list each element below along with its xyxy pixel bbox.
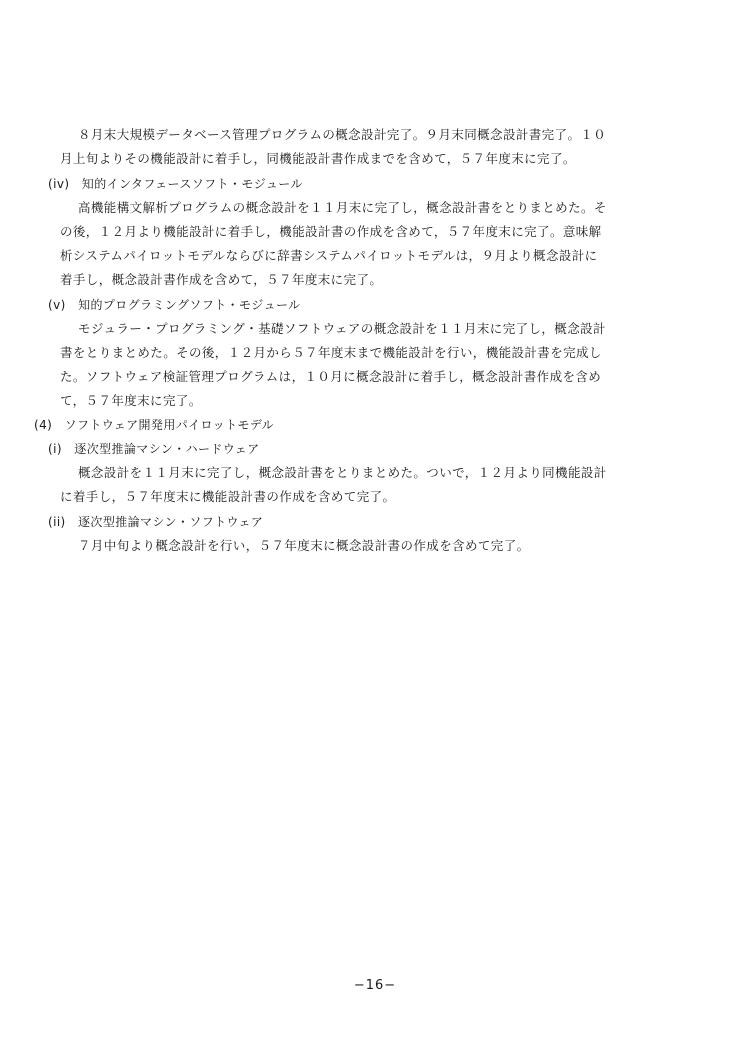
paragraph-line: ８月末大規模データベース管理プログラムの概念設計完了。９月末同概念設計書完了。１０	[78, 127, 607, 142]
paragraph-line: モジュラー・プログラミング・基礎ソフトウェアの概念設計を１１月末に完了し，概念設計	[78, 321, 606, 336]
paragraph-line: 概念設計を１１月末に完了し，概念設計書をとりまとめた。ついで，１２月より同機能設計	[78, 465, 607, 480]
paragraph-line: ７月中旬より概念設計を行い，５７年度末に概念設計書の作成を含めて完了。	[78, 538, 530, 553]
section-heading: (iv) 知的インタフェースソフト・モジュール	[48, 177, 303, 191]
paragraph-line: 析システムパイロットモデルならびに辞書システムパイロットモデルは，９月より概念設計に	[60, 248, 598, 263]
section-heading: (v) 知的プログラミングソフト・モジュール	[48, 298, 301, 312]
subsection-heading: (ii) 逐次型推論マシン・ソフトウェア	[48, 515, 264, 529]
paragraph-line: 高機能構文解析プログラムの概念設計を１１月末に完了し，概念設計書をとりまとめた。そ	[78, 200, 607, 215]
paragraph-line: 書をとりまとめた。その後，１２月から５７年度末まで機能設計を行い，機能設計書を完成し	[60, 345, 602, 360]
subsection-heading: (i) 逐次型推論マシン・ハードウェア	[48, 442, 260, 456]
paragraph-line: て，５７年度末に完了。	[60, 393, 202, 408]
page-number: −16−	[353, 978, 397, 993]
section-heading: (4) ソフトウェア開発用パイロットモデル	[34, 418, 275, 432]
paragraph-line: の後，１２月より機能設計に着手し，機能設計書の作成を含めて，５７年度末に完了。意味解	[60, 224, 602, 239]
paragraph-line: 着手し，概念設計書作成を含めて，５７年度末に完了。	[60, 272, 383, 287]
paragraph-line: に着手し，５７年度末に機能設計書の作成を含めて完了。	[60, 489, 396, 504]
paragraph-line: 月上旬よりその機能設計に着手し，同機能設計書作成までを含めて，５７年度末に完了。	[60, 151, 576, 166]
paragraph-line: た。ソフトウェア検証管理プログラムは，１０月に概念設計に着手し，概念設計書作成を含め	[60, 369, 602, 384]
